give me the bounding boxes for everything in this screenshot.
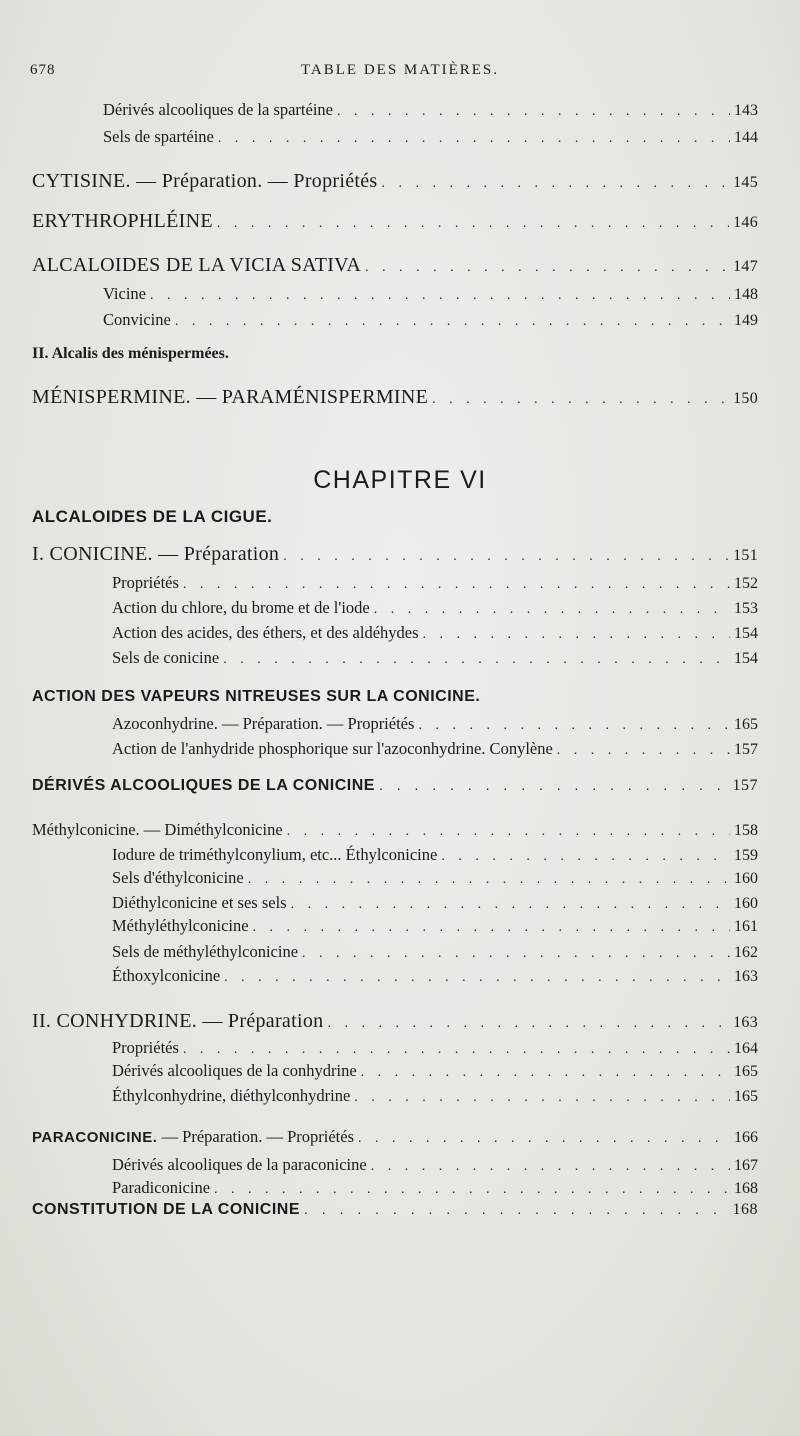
toc-entry: Éthoxylconicine . . . 163 (112, 966, 758, 986)
page-ref: 158 (734, 822, 758, 839)
leader-dots (223, 652, 730, 668)
toc-entry: Vicine . . . 148 (103, 284, 758, 304)
page-ref: 163 (733, 1014, 758, 1031)
toc-entry: MÉNISPERMINE. — PARAMÉNISPERMINE . . . 150 (32, 386, 758, 409)
toc-entry: CONSTITUTION DE LA CONICINE . . . 168 (32, 1201, 758, 1219)
page-ref: 161 (734, 918, 758, 935)
toc-entry: II. CONHYDRINE. — Préparation . . . 163 (32, 1010, 758, 1033)
leader-dots (423, 627, 730, 643)
leader-dots (432, 392, 729, 408)
leader-dots (374, 602, 730, 618)
leader-dots (381, 176, 729, 192)
leader-dots (418, 718, 730, 734)
page-ref: 160 (734, 895, 758, 912)
page-ref: 162 (734, 944, 758, 961)
leader-dots (327, 1016, 729, 1032)
page-ref: 159 (734, 847, 758, 864)
toc-entry: Convicine . . . 149 (103, 310, 758, 330)
chapter-title: CHAPITRE VI (313, 466, 487, 494)
toc-entry: Action de l'anhydride phosphorique sur l'azoconhydrine. Conylène . . . 157 (112, 739, 758, 759)
page-ref: 168 (732, 1201, 758, 1218)
leader-dots (291, 897, 730, 913)
leader-dots (371, 1159, 730, 1175)
toc-entry: Diéthylconicine et ses sels . . . 160 (112, 893, 758, 913)
page-ref: 144 (734, 129, 758, 146)
toc-entry: ALCALOIDES DE LA VICIA SATIVA . . . 147 (32, 254, 758, 277)
leader-dots (361, 1065, 730, 1081)
page-ref: 168 (734, 1180, 758, 1197)
toc-entry: Sels de méthyléthylconicine . . . 162 (112, 942, 758, 962)
leader-dots (283, 549, 729, 565)
leader-dots (183, 577, 730, 593)
page-ref: 163 (734, 968, 758, 985)
running-title: TABLE DES MATIÈRES. (300, 62, 500, 78)
page-ref: 167 (734, 1157, 758, 1174)
toc-entry: Sels de spartéine . . . 144 (103, 127, 758, 147)
leader-dots (224, 970, 730, 986)
leader-dots (214, 1182, 730, 1198)
page-ref: 160 (734, 870, 758, 887)
leader-dots (218, 131, 730, 147)
toc-entry: Sels de conicine . . . 154 (112, 648, 758, 668)
leader-dots (150, 288, 730, 304)
toc-entry: Action des acides, des éthers, et des aldéhydes . . . 154 (112, 623, 758, 643)
page-ref: 145 (733, 174, 758, 191)
leader-dots (248, 872, 730, 888)
leader-dots (379, 777, 729, 793)
toc-entry: CYTISINE. — Préparation. — Propriétés . . . 145 (32, 170, 758, 193)
page-ref: 147 (733, 258, 758, 275)
page-ref: 153 (734, 600, 758, 617)
page-ref: 148 (734, 286, 758, 303)
page-number: 678 (30, 62, 56, 78)
toc-entry: Éthylconhydrine, diéthylconhydrine . . . 165 (112, 1086, 758, 1106)
page-ref: 166 (734, 1129, 758, 1146)
page-header (30, 62, 770, 86)
toc-entry: Dérivés alcooliques de la conhydrine . . . 165 (112, 1061, 758, 1081)
page-ref: 151 (733, 547, 758, 564)
page-ref: 154 (734, 625, 758, 642)
leader-dots (354, 1090, 730, 1106)
page-ref: 146 (733, 214, 758, 231)
leader-dots (304, 1201, 728, 1217)
toc-entry: Iodure de triméthylconylium, etc... Éthylconicine . . . 159 (112, 845, 758, 865)
page-ref: 157 (734, 741, 758, 758)
section-heading: ACTION DES VAPEURS NITREUSES SUR LA CONICINE. (32, 688, 481, 705)
page-ref: 154 (734, 650, 758, 667)
toc-entry: Sels d'éthylconicine . . . 160 (112, 868, 758, 888)
page-ref: 157 (732, 777, 758, 794)
leader-dots (217, 216, 729, 232)
leader-dots (337, 104, 730, 120)
toc-entry: Paradiconicine . . . 168 (112, 1178, 758, 1198)
page-ref: 165 (734, 1063, 758, 1080)
toc-entry: Action du chlore, du brome et de l'iode . . . 153 (112, 598, 758, 618)
toc-entry: Azoconhydrine. — Préparation. — Propriétés . . . 165 (112, 714, 758, 734)
leader-dots (287, 824, 730, 840)
page-ref: 164 (734, 1040, 758, 1057)
leader-dots (253, 920, 730, 936)
leader-dots (358, 1131, 730, 1147)
toc-entry: PARACONICINE. — Préparation. — Propriétés . . . 166 (32, 1127, 758, 1147)
leader-dots (302, 946, 730, 962)
toc-entry: DÉRIVÉS ALCOOLIQUES DE LA CONICINE . . . 157 (32, 777, 758, 795)
toc-entry: Méthylconicine. — Diméthylconicine . . . 158 (32, 820, 758, 840)
toc-entry: Propriétés . . . 164 (112, 1038, 758, 1058)
page-ref: 150 (733, 390, 758, 407)
toc-entry: Méthyléthylconicine . . . 161 (112, 916, 758, 936)
page-ref: 143 (734, 102, 758, 119)
leader-dots (557, 743, 730, 759)
page-ref: 165 (734, 1088, 758, 1105)
page-ref: 165 (734, 716, 758, 733)
toc-entry: Dérivés alcooliques de la paraconicine . . . 167 (112, 1155, 758, 1175)
leader-dots (365, 260, 729, 276)
section-heading: II. Alcalis des ménispermées. (32, 345, 229, 362)
toc-entry: Dérivés alcooliques de la spartéine . . . 143 (103, 100, 758, 120)
page-ref: 149 (734, 312, 758, 329)
leader-dots (175, 314, 730, 330)
toc-entry: ERYTHROPHLÉINE . . . 146 (32, 210, 758, 233)
leader-dots (441, 849, 730, 865)
toc-entry: I. CONICINE. — Préparation . . . 151 (32, 543, 758, 566)
leader-dots (183, 1042, 730, 1058)
toc-entry: Propriétés . . . 152 (112, 573, 758, 593)
page-ref: 152 (734, 575, 758, 592)
chapter-subtitle: ALCALOIDES DE LA CIGUE. (32, 507, 273, 526)
